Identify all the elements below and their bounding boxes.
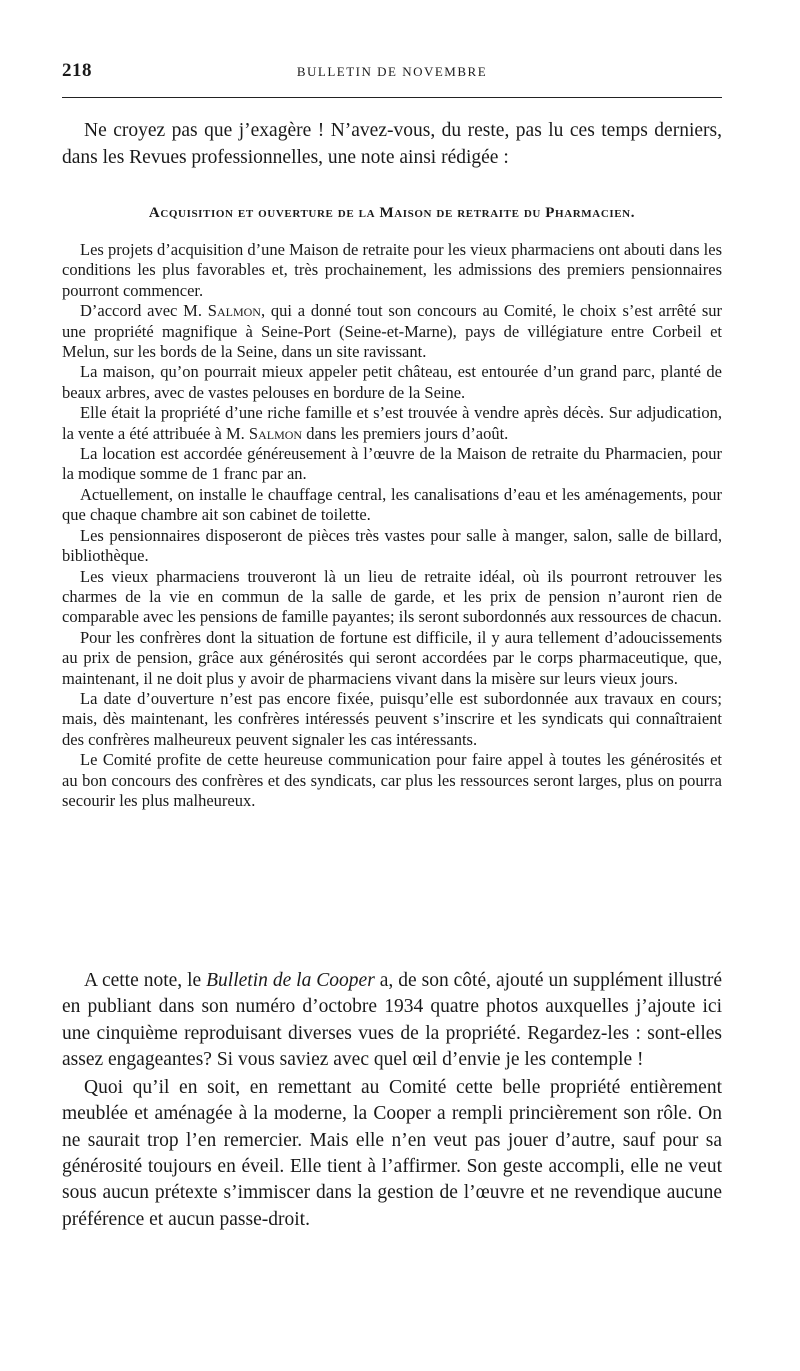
body-text [62, 968, 722, 1233]
quoted-note-title: Acquisition et ouverture de la Maison de retraite du Pharmacien. [148, 205, 636, 221]
quoted-note [62, 240, 722, 811]
quote-paragraph-2 [62, 301, 722, 362]
publication-title: Bulletin de la Cooper [206, 970, 375, 991]
quote-paragraph-10: La date d’ouverture n’est pas encore fixée, puisqu’elle est subordonnée aux travaux en cours; mais, dès maintenant, les confrères intéressés peuvent s’inscrire et les syndicats qui connaîtraient des confrères malheureux peuvent signaler les cas intéressants. [62, 688, 722, 749]
body-paragraph-1 [62, 968, 722, 1073]
quote-paragraph-9: Pour les confrères dont la situation de fortune est difficile, il y aura tellement d’adoucissements au prix de pension, grâce aux générosités qui seront accordées par le corps pharmaceutique, que, maintenant, il ne doit plus y avoir de pharmaciens vivant dans la misère sur leurs vieux jours. [62, 627, 722, 688]
quote-text: Elle était la propriété d’une riche famille et s’est trouvée à vendre après décès. Sur adjudication, la vente a été attribuée à M. [62, 403, 722, 443]
quote-paragraph-8: Les vieux pharmaciens trouveront là un lieu de retraite idéal, où ils pourront retrouver les charmes de la vie en commun de la salle de garde, et les prix de pension n’auront rien de comparable avec les pensions de famille payantes; ils seront subordonnés aux ressources de chacun. [62, 566, 722, 627]
body-text-run: A cette note, le [84, 970, 207, 991]
quote-paragraph-4 [62, 403, 722, 444]
quote-paragraph-3: La maison, qu’on pourrait mieux appeler petit château, est entourée d’un grand parc, planté de beaux arbres, avec de vastes pelouses en bordure de la Seine. [62, 362, 722, 402]
quote-text: D’accord avec M. [80, 301, 208, 321]
person-name: Salmon [207, 301, 261, 321]
quote-text: , qui a donné tout son concours au Comité, le choix s’est arrêté sur une propriété magnifique à Seine-Port (Seine-et-Marne), pays de villégiature entre Corbeil et Melun, sur les bords de la Seine, dans un site ravissant. [62, 301, 722, 362]
quote-paragraph-1: Les projets d’acquisition d’une Maison de retraite pour les vieux pharmaciens ont abouti dans les conditions les plus favorables et, très prochainement, les admissions des premiers pensionnaires pourront commencer. [62, 240, 722, 300]
quote-paragraph-11: Le Comité profite de cette heureuse communication pour faire appel à toutes les générosités et au bon concours des confrères et des syndicats, car plus les ressources seront larges, plus on pourra secourir les plus malheureux. [62, 750, 722, 810]
page-number: 218 [62, 60, 92, 81]
quote-paragraph-7: Les pensionnaires disposeront de pièces très vastes pour salle à manger, salon, salle de billard, bibliothèque. [62, 525, 722, 566]
body-text-run: a, de son côté, ajouté un supplément illustré en publiant dans son numéro d’octobre 1934 quatre photos auxquelles j’ajoute ici une cinquième reproduisant diverses vues de la propriété. Regardez-les : sont-elles assez engageantes? Si vous saviez avec quel œil d’envie je les contemple ! [62, 970, 723, 1070]
body-paragraph-2: Quoi qu’il en soit, en remettant au Comité cette belle propriété entièrement meublée et aménagée à la moderne, la Cooper a rempli princièrement son rôle. On ne saurait trop l’en remercier. Mais elle n’en veut pas jouer d’autre, sauf pour sa générosité toujours en éveil. Elle tient à l’affirmer. Son geste accompli, elle ne veut sous aucun prétexte s’immiscer dans la gestion de l’œuvre et ne revendique aucune préférence et aucun passe-droit. [62, 1077, 722, 1230]
header-rule [62, 97, 722, 98]
quote-paragraph-5: La location est accordée généreusement à l’œuvre de la Maison de retraite du Pharmacien, pour la modique somme de 1 franc par an. [62, 444, 722, 484]
page-header [62, 60, 722, 90]
quote-text: dans les premiers jours d’août. [302, 423, 509, 443]
person-name: Salmon [248, 423, 303, 443]
intro-paragraph: Ne croyez pas que j’exagère ! N’avez-vous, du reste, pas lu ces temps derniers, dans les Revues professionnelles, une note ainsi rédigée : [62, 120, 722, 168]
quote-paragraph-6: Actuellement, on installe le chauffage central, les canalisations d’eau et les aménagements, pour que chaque chambre ait son cabinet de toilette. [62, 484, 722, 525]
running-title: BULLETIN DE NOVEMBRE [296, 64, 488, 79]
